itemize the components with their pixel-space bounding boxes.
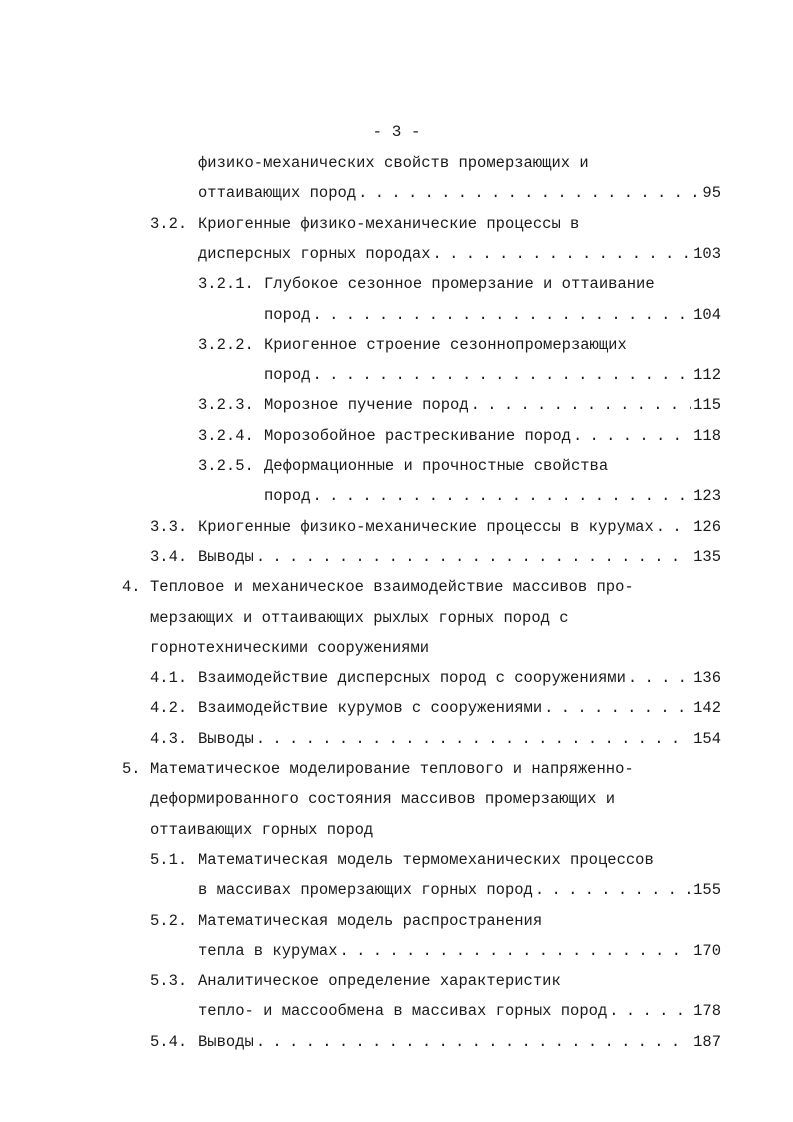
section-number: 4.3. <box>150 730 188 748</box>
section-number: 5.3. <box>150 972 188 990</box>
toc-entry <box>264 486 721 506</box>
toc-page-number: 126 <box>693 518 721 536</box>
toc-entry <box>198 698 721 718</box>
toc-entry-title: Выводы <box>198 730 254 748</box>
dot-leader <box>609 1001 691 1021</box>
dot-leader <box>433 244 692 264</box>
dot-leader <box>340 941 692 961</box>
toc-entry-title: мерзающих и оттаивающих рыхлых горных пород с <box>150 609 569 627</box>
toc-entry-title: пород <box>264 366 311 384</box>
dot-leader <box>256 1032 691 1052</box>
toc-entry <box>264 456 608 476</box>
section-number: 4. <box>122 578 141 596</box>
toc-page-number: 170 <box>693 942 721 960</box>
dot-leader <box>471 395 691 415</box>
dot-leader <box>656 517 691 537</box>
toc-page-number: 112 <box>693 366 721 384</box>
toc-entry-title: Взаимодействие дисперсных пород с сооружениями <box>198 669 626 687</box>
section-number: 3.3. <box>150 518 188 536</box>
toc-entry-title: Криогенное строение сезоннопромерзающих <box>264 336 627 354</box>
dot-leader <box>573 426 691 446</box>
toc-entry <box>198 517 721 537</box>
toc-entry <box>264 274 655 294</box>
section-number: 4.1. <box>150 669 188 687</box>
toc-entry <box>150 577 634 597</box>
toc-page-number: 95 <box>702 184 721 202</box>
toc-page-number: 123 <box>693 487 721 505</box>
toc-page-number: 178 <box>693 1002 721 1020</box>
section-number: 5.1. <box>150 851 188 869</box>
toc-entry-title: оттаивающих горных пород <box>150 821 374 839</box>
dot-leader <box>313 486 692 506</box>
toc-entry-title: Математическое моделирование теплового и напряженно- <box>150 760 634 778</box>
toc-entry-title: физико-механических свойств промерзающих и <box>198 154 589 172</box>
toc-entry <box>150 638 429 658</box>
toc-entry-title: горнотехническими сооружениями <box>150 639 430 657</box>
dot-leader <box>313 305 692 325</box>
toc-page-number: 115 <box>693 396 721 414</box>
toc-page-number: 155 <box>693 881 721 899</box>
toc-entry <box>198 183 721 203</box>
toc-entry <box>264 395 721 415</box>
dot-leader <box>544 698 691 718</box>
toc-entry <box>150 789 615 809</box>
toc-entry <box>198 214 579 234</box>
dot-leader <box>313 365 692 385</box>
section-number: 5.2. <box>150 912 188 930</box>
toc-entry-title: тепло- и массообмена в массивах горных пород <box>198 1002 608 1020</box>
toc-entry <box>198 244 721 264</box>
toc-entry-title: Выводы <box>198 1033 254 1051</box>
section-number: 3.2.4. <box>198 427 254 445</box>
toc-entry-title: дисперсных горных породах <box>198 245 431 263</box>
toc-page-number: 103 <box>693 245 721 263</box>
toc-entry-title: Взаимодействие курумов с сооружениями <box>198 699 543 717</box>
toc-entry <box>150 608 569 628</box>
section-number: 5.4. <box>150 1033 188 1051</box>
dot-leader <box>535 880 691 900</box>
toc-entry-title: в массивах промерзающих горных пород <box>198 881 533 899</box>
dot-leader <box>628 668 691 688</box>
toc-page-number: 136 <box>693 669 721 687</box>
toc-entry-title: пород <box>264 487 311 505</box>
toc-entry <box>198 1032 721 1052</box>
toc-entry-title: Тепловое и механическое взаимодействие массивов про- <box>150 578 634 596</box>
toc-entry <box>198 941 721 961</box>
section-number: 3.2. <box>150 215 188 233</box>
toc-entry-title: пород <box>264 306 311 324</box>
toc-page-number: 135 <box>693 548 721 566</box>
dot-leader <box>256 729 691 749</box>
toc-entry-title: Криогенные физико-механические процессы в курумах <box>198 518 654 536</box>
toc-entry <box>198 668 721 688</box>
dot-leader <box>256 547 691 567</box>
toc-entry-title: Математическая модель термомеханических процессов <box>198 851 654 869</box>
section-number: 3.4. <box>150 548 188 566</box>
section-number: 4.2. <box>150 699 188 717</box>
page-number: - 3 - <box>372 123 421 141</box>
toc-entry <box>264 335 627 355</box>
toc-entry-title: тепла в курумах <box>198 942 338 960</box>
toc-page-number: 187 <box>693 1033 721 1051</box>
toc-page-number: 154 <box>693 730 721 748</box>
toc-page-number: 142 <box>693 699 721 717</box>
section-number: 3.2.1. <box>198 275 254 293</box>
toc-entry-title: Криогенные физико-механические процессы в <box>198 215 580 233</box>
toc-entry <box>198 1001 721 1021</box>
toc-entry-title: Морозное пучение пород <box>264 396 469 414</box>
toc-entry <box>198 850 654 870</box>
toc-entry-title: Выводы <box>198 548 254 566</box>
toc-entry-title: оттаивающих пород <box>198 184 357 202</box>
section-number: 3.2.3. <box>198 396 254 414</box>
toc-entry-title: деформированного состояния массивов промерзающих и <box>150 790 616 808</box>
toc-entry <box>198 971 561 991</box>
toc-entry <box>198 911 542 931</box>
toc-entry-title: Глубокое сезонное промерзание и оттаивание <box>264 275 655 293</box>
toc-entry <box>198 153 589 173</box>
section-number: 3.2.2. <box>198 336 254 354</box>
toc-entry <box>198 729 721 749</box>
dot-leader <box>358 183 700 203</box>
toc-entry-title: Деформационные и прочностные свойства <box>264 457 609 475</box>
toc-entry <box>264 426 721 446</box>
toc-entry-title: Аналитическое определение характеристик <box>198 972 561 990</box>
toc-entry <box>150 759 634 779</box>
toc-entry-title: Морозобойное растрескивание пород <box>264 427 571 445</box>
toc-page-number: 104 <box>693 306 721 324</box>
section-number: 5. <box>122 760 141 778</box>
toc-entry-title: Математическая модель распространения <box>198 912 543 930</box>
toc-page-number: 118 <box>693 427 721 445</box>
toc-entry <box>198 547 721 567</box>
toc-entry <box>264 305 721 325</box>
toc-entry <box>264 365 721 385</box>
toc-entry <box>198 880 721 900</box>
toc-entry <box>150 820 373 840</box>
section-number: 3.2.5. <box>198 457 254 475</box>
